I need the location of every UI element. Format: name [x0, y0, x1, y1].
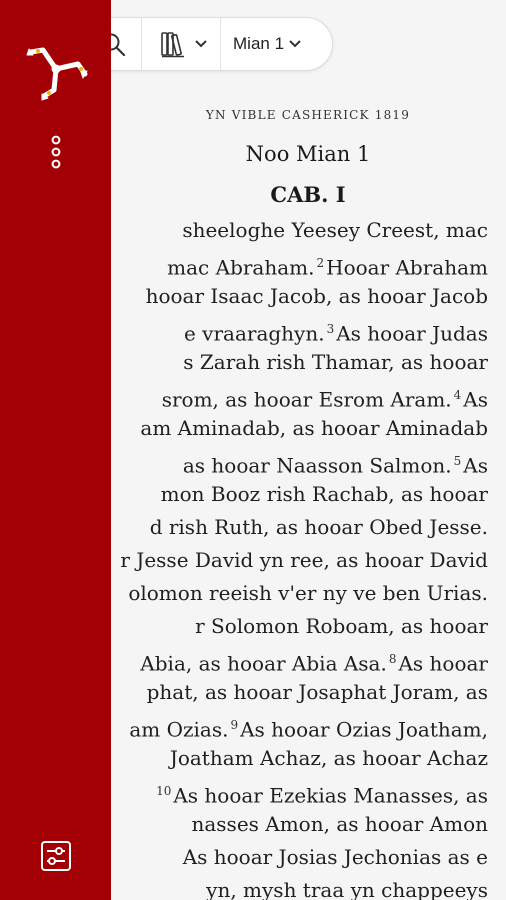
text-line [195, 610, 488, 643]
text-line [129, 709, 488, 747]
text-line [146, 280, 488, 313]
verse-text: As hooar Judas [336, 321, 488, 346]
verse-text: phat, as hooar Josaphat Joram, as [146, 680, 488, 704]
version-title: YN VIBLE CASHERICK 1819 [205, 108, 411, 122]
triskelion-logo-icon[interactable] [21, 36, 91, 102]
verse-text: d rish Ruth, as hooar Obed Jesse. [149, 515, 488, 539]
verse-number[interactable]: 9 [230, 718, 239, 732]
text-line [161, 478, 488, 511]
text-line [167, 247, 488, 285]
verse-text: As hooar Ozias Joatham, [240, 717, 488, 742]
verse-text: Joatham Achaz, as hooar Achaz [169, 746, 488, 770]
verse-text: r Solomon Roboam, as hooar [195, 614, 488, 638]
verse-number[interactable]: 2 [316, 256, 325, 270]
text-line [150, 511, 488, 544]
text-line [154, 775, 488, 813]
verse-text: As [463, 453, 488, 478]
verse-text: yn, mysh traa yn chappeeys [206, 878, 488, 900]
text-line [183, 841, 488, 874]
verse-text: s Zarah rish Thamar, as hooar [183, 350, 488, 374]
text-line [120, 544, 488, 577]
books-button[interactable] [142, 18, 220, 70]
verse-number[interactable]: 4 [453, 388, 462, 402]
text-line [128, 577, 488, 610]
verse-text: am Aminadab, as hooar Aminadab [140, 416, 488, 440]
verse-text: r Jesse David yn ree, as hooar David [120, 548, 488, 572]
chapter-label: Mian 1 [233, 34, 285, 53]
verse-text: hooar Isaac Jacob, as hooar Jacob [145, 284, 488, 308]
text-line [147, 676, 488, 709]
verse-text: e vraaraghyn. [183, 321, 325, 346]
books-icon [160, 29, 190, 59]
verse-text: As hooar Josias Jechonias as e [182, 845, 488, 869]
chapter-heading: CAB. I [270, 182, 346, 207]
verse-number[interactable]: 5 [453, 454, 462, 468]
side-navigation [0, 0, 111, 900]
verse-text: Abia, as hooar Abia Asa. [140, 651, 387, 676]
text-line [191, 808, 488, 841]
text-line [162, 379, 488, 417]
verse-text: nasses Amon, as hooar Amon [191, 812, 488, 836]
text-line [140, 412, 488, 445]
text-line [182, 214, 488, 247]
settings-sliders-icon[interactable] [40, 840, 72, 872]
verse-text: mac Abraham. [167, 255, 315, 280]
verse-number[interactable]: 10 [156, 784, 172, 798]
text-line [183, 445, 488, 483]
verse-text: sheeloghe Yeesey Creest, mac [182, 218, 488, 242]
verse-text: As hooar Ezekias Manasses, as [173, 783, 488, 808]
verse-number[interactable]: 3 [326, 322, 335, 336]
chevron-down-icon [194, 39, 208, 49]
verse-text: am Ozias. [129, 717, 229, 742]
text-line [206, 874, 488, 900]
text-line [140, 643, 488, 681]
chevron-down-icon [288, 39, 302, 49]
verse-text: As [463, 387, 488, 412]
more-vertical-icon[interactable] [44, 134, 68, 170]
book-title: Noo Mian 1 [245, 142, 371, 166]
text-line [184, 313, 488, 351]
text-line [183, 346, 488, 379]
chapter-selector[interactable] [221, 18, 302, 70]
verse-text: srom, as hooar Esrom Aram. [161, 387, 452, 412]
text-line [170, 742, 488, 775]
verse-number[interactable]: 8 [388, 652, 397, 666]
verse-text: As hooar [398, 651, 488, 676]
verse-text: Hooar Abraham [326, 255, 488, 280]
verse-text: as hooar Naasson Salmon. [182, 453, 452, 478]
top-toolbar [72, 17, 333, 71]
verse-text: mon Booz rish Rachab, as hooar [160, 482, 488, 506]
verse-text: olomon reeish v'er ny ve ben Urias. [128, 581, 488, 605]
